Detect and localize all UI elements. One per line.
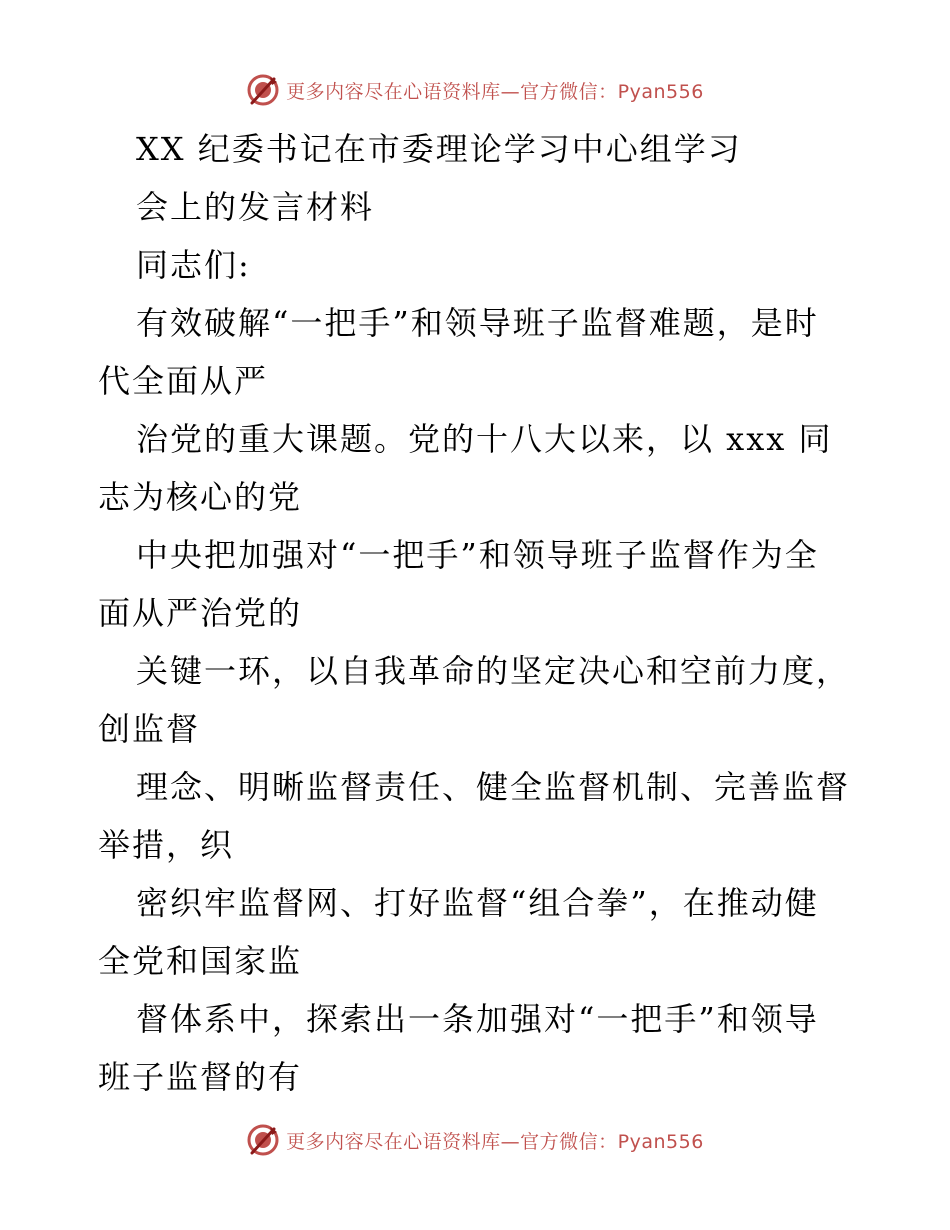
text-line: 有效破解“一把手”和领导班子监督难题，是时 [136, 304, 819, 342]
quill-seal-logo-icon [246, 1123, 280, 1157]
text-line: 同志们: [136, 246, 251, 284]
footer-watermark [0, 1120, 950, 1160]
text-line: 会上的发言材料 [136, 188, 375, 226]
text-line: 全党和国家监 [98, 942, 303, 980]
document-body [98, 120, 858, 1106]
text-line: 面从严治党的 [98, 594, 303, 632]
text-line: 中央把加强对“一把手”和领导班子监督作为全 [136, 536, 819, 574]
text-line: 治党的重大课题。党的十八大以来，以 xxx 同 [136, 420, 833, 458]
quill-seal-logo-icon [246, 73, 280, 107]
text-line: 密织牢监督网、打好监督“组合拳”，在推动健 [136, 884, 819, 922]
text-line: 理念、明晰监督责任、健全监督机制、完善监督 [136, 768, 851, 806]
watermark-text: 更多内容尽在心语资料库—官方微信：Pyan556 [286, 80, 704, 103]
text-line: 班子监督的有 [98, 1058, 303, 1096]
header-watermark [0, 70, 950, 110]
text-line: 关键一环，以自我革命的坚定决心和空前力度， [136, 652, 851, 690]
watermark-text: 更多内容尽在心语资料库—官方微信：Pyan556 [286, 1130, 704, 1153]
text-line: 志为核心的党 [98, 478, 303, 516]
text-line: XX 纪委书记在市委理论学习中心组学习 [136, 130, 742, 168]
text-line: 举措，织 [98, 826, 235, 864]
text-line: 督体系中，探索出一条加强对“一把手”和领导 [136, 1000, 819, 1038]
text-line: 代全面从严 [98, 362, 269, 400]
text-line: 创监督 [98, 710, 201, 748]
